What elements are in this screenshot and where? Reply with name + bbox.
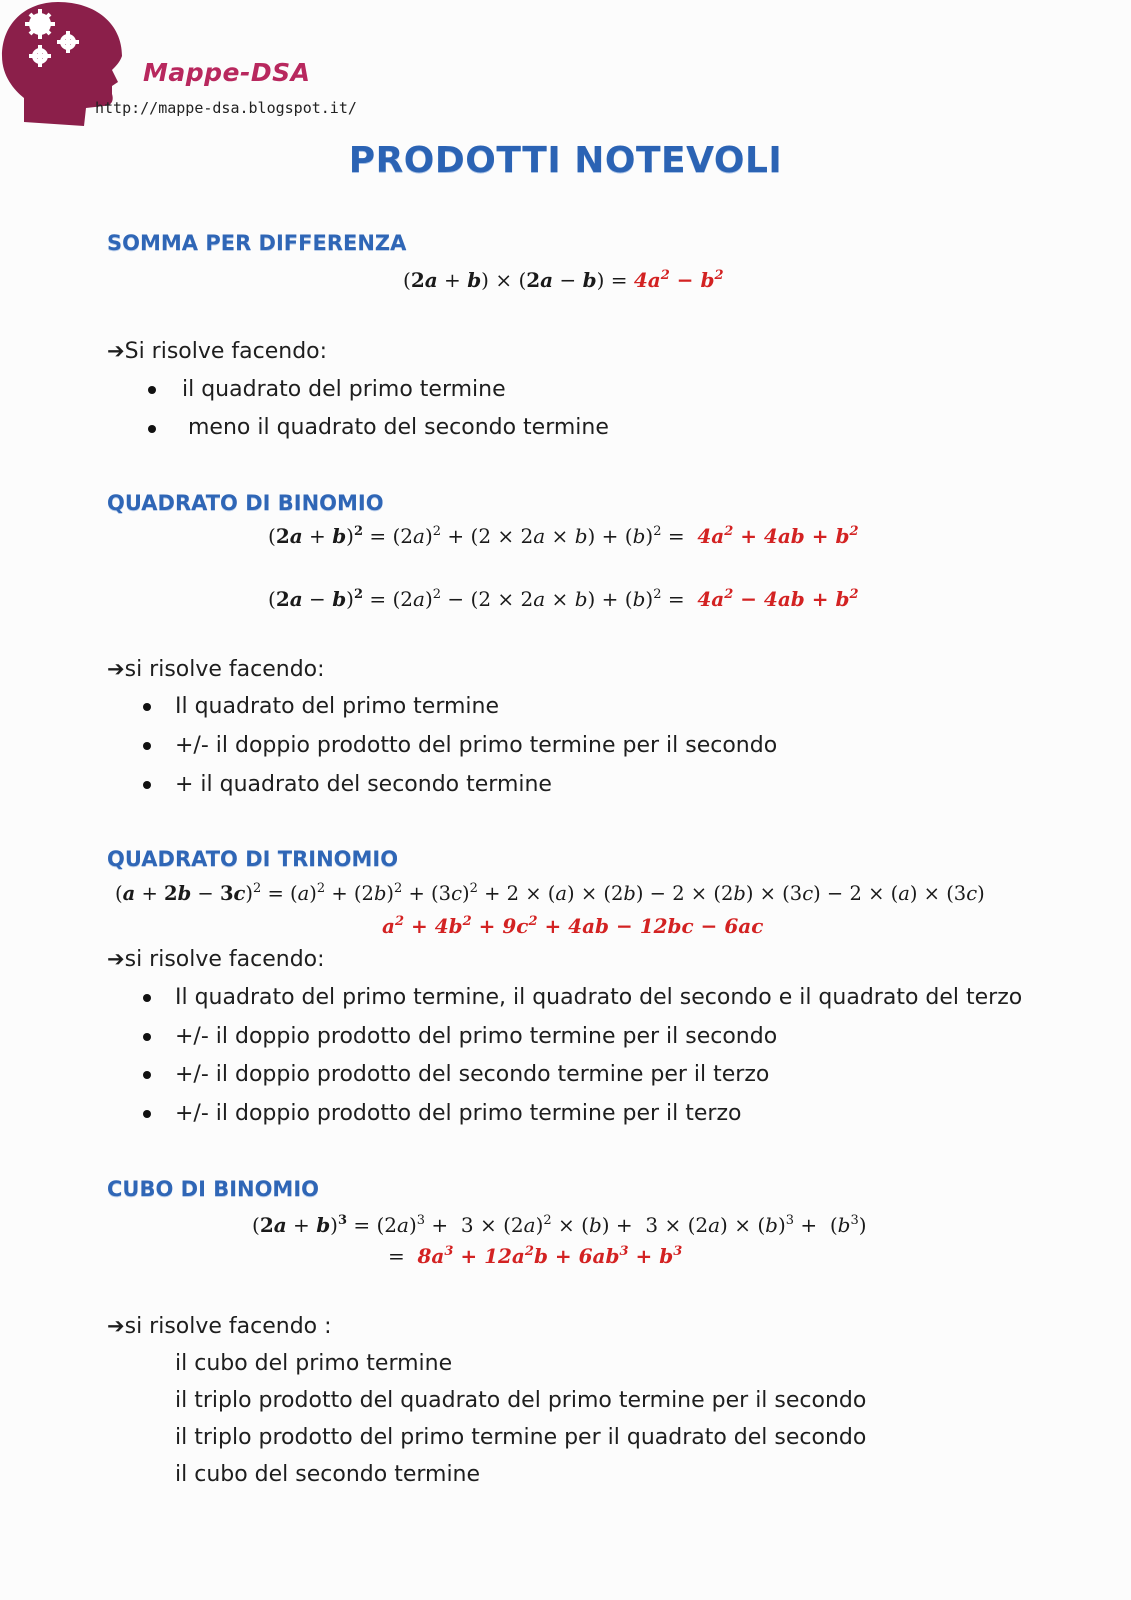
formula-quadrato-binomio-plus: $(2a + b)^2 = (2a)^2 + (2 \times 2a \times b) + (b)^2 = 4a^2 + 4ab + b^2$	[268, 524, 859, 548]
heading-somma-per-differenza: SOMMA PER DIFFERENZA	[107, 231, 407, 255]
list-item: il triplo prodotto del primo termine per il quadrato del secondo	[175, 1425, 867, 1450]
list-item: il cubo del primo termine	[175, 1351, 453, 1376]
bullet-icon	[143, 1033, 151, 1041]
intro-quadrato-trinomio: ➔si risolve facendo:	[107, 947, 325, 972]
list-item: Il quadrato del primo termine, il quadrato del secondo e il quadrato del terzo	[175, 985, 1023, 1010]
list-item: + il quadrato del secondo termine	[175, 772, 552, 797]
list-item: il quadrato del primo termine	[182, 377, 506, 402]
list-item: +/- il doppio prodotto del primo termine per il secondo	[175, 1024, 778, 1049]
arrow-icon: ➔	[107, 339, 125, 363]
list-item: +/- il doppio prodotto del primo termine per il secondo	[175, 733, 778, 758]
arrow-icon: ➔	[107, 947, 125, 971]
list-item: meno il quadrato del secondo termine	[188, 415, 609, 440]
formula-quadrato-binomio-minus: $(2a - b)^2 = (2a)^2 - (2 \times 2a \times b) + (b)^2 = 4a^2 - 4ab + b^2$	[268, 587, 859, 611]
arrow-icon: ➔	[107, 1314, 125, 1338]
bullet-icon	[143, 1110, 151, 1118]
page-title: PRODOTTI NOTEVOLI	[348, 140, 783, 181]
arrow-icon: ➔	[107, 657, 125, 681]
brand-name: Mappe-DSA	[143, 58, 311, 87]
site-url[interactable]: http://mappe-dsa.blogspot.it/	[95, 99, 357, 117]
bullet-icon	[143, 781, 151, 789]
bullet-icon	[148, 386, 156, 394]
bullet-icon	[143, 1071, 151, 1079]
list-item: +/- il doppio prodotto del primo termine per il terzo	[175, 1101, 742, 1126]
result-quadrato-trinomio: $a^2 + 4b^2 + 9c^2 + 4ab - 12bc - 6ac$	[382, 914, 764, 938]
bullet-icon	[143, 742, 151, 750]
list-item: Il quadrato del primo termine	[175, 694, 500, 719]
list-item: il triplo prodotto del quadrato del primo termine per il secondo	[175, 1388, 867, 1413]
formula-somma-differenza: $(2a + b) \times (2a - b) = 4a^2 - b^2$	[403, 268, 724, 292]
heading-quadrato-trinomio: QUADRATO DI TRINOMIO	[107, 847, 399, 871]
intro-quadrato-binomio: ➔si risolve facendo:	[107, 657, 325, 682]
bullet-icon	[148, 425, 156, 433]
bullet-icon	[143, 703, 151, 711]
list-item: +/- il doppio prodotto del secondo termine per il terzo	[175, 1062, 770, 1087]
result-cubo-binomio: = $8a^3 + 12a^2b + 6ab^3 + b^3$	[388, 1244, 683, 1268]
formula-quadrato-trinomio: $(a + 2b - 3c)^2 = (a)^2 + (2b)^2 + (3c)^2 + 2 \times (a) \times (2b) - 2 \times (2b) \times (3c) - 2 \times (a) \times (3c)$	[115, 881, 985, 905]
list-item: il cubo del secondo termine	[175, 1462, 481, 1487]
bullet-icon	[143, 994, 151, 1002]
intro-somma: ➔Si risolve facendo:	[107, 339, 328, 364]
formula-cubo-binomio: $(2a + b)^3 = (2a)^3 + 3 \times (2a)^2 \times (b) + 3 \times (2a) \times (b)^3 + (b^3)$	[252, 1213, 867, 1237]
heading-cubo-binomio: CUBO DI BINOMIO	[107, 1177, 319, 1201]
heading-quadrato-binomio: QUADRATO DI BINOMIO	[107, 491, 384, 515]
intro-cubo-binomio: ➔si risolve facendo :	[107, 1314, 332, 1339]
